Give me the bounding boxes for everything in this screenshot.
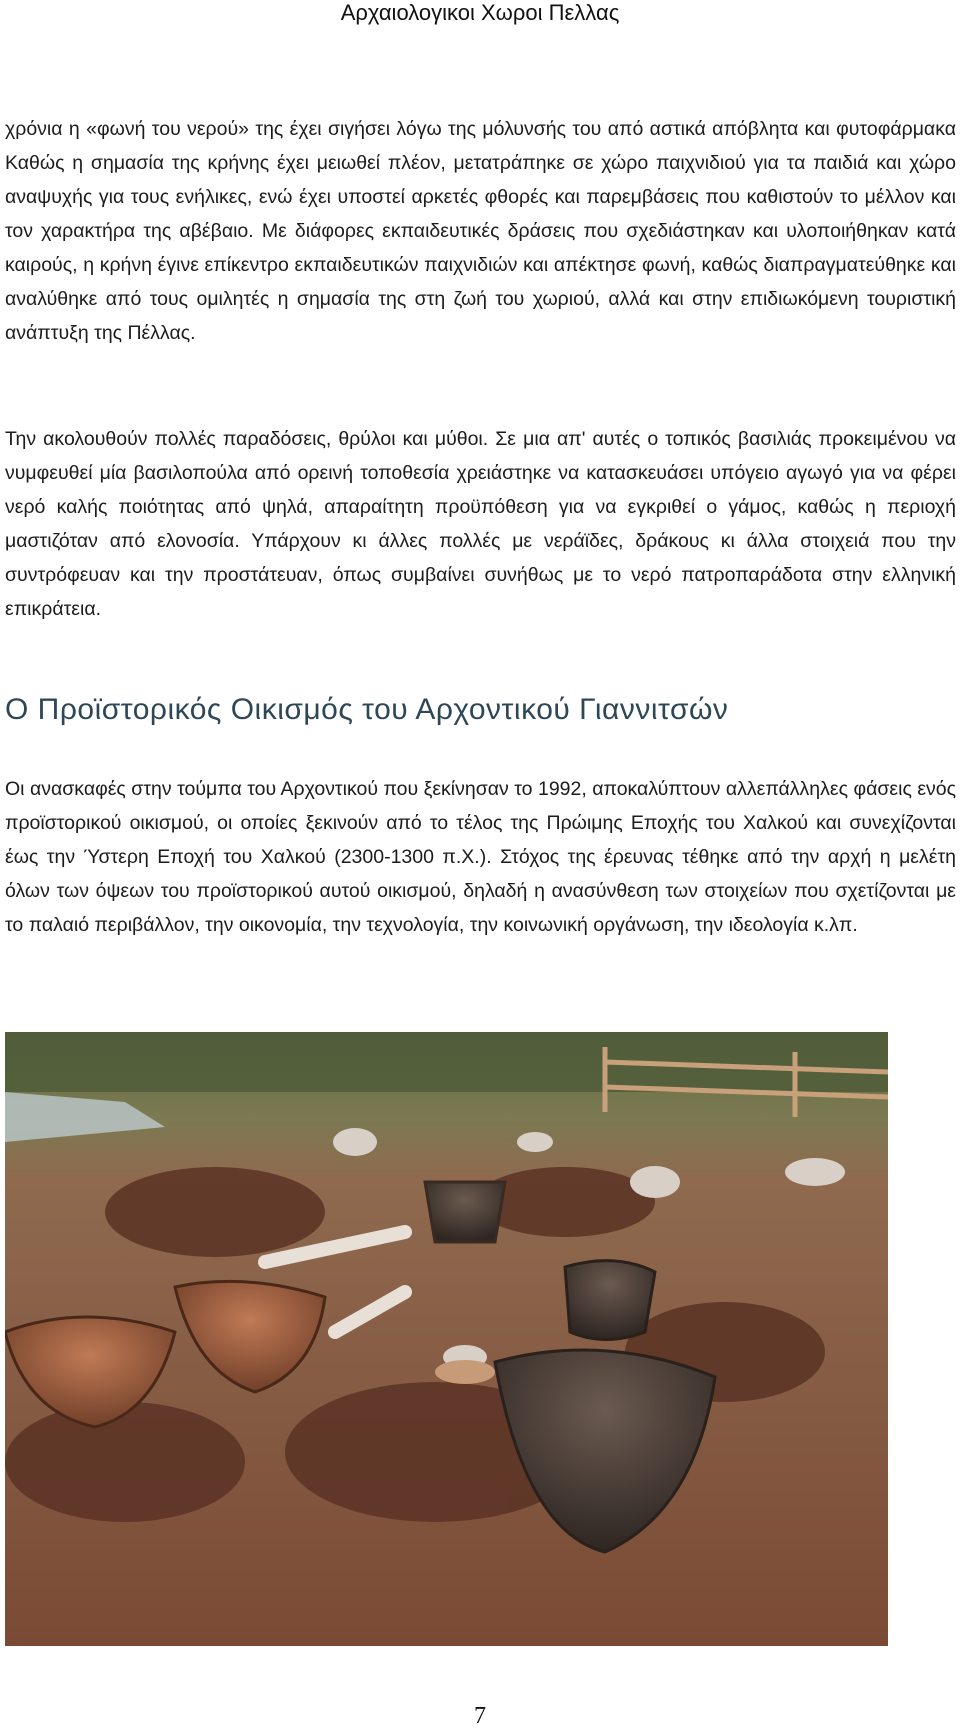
page-number: 7 — [474, 1703, 486, 1729]
section-heading: Ο Προϊστορικός Οικισμός του Αρχοντικού Γιαννιτσών — [5, 693, 729, 726]
body-paragraph: Οι ανασκαφές στην τούμπα του Αρχοντικού που ξεκίνησαν το 1992, αποκαλύπτουν αλλεπάλληλες φάσεις ενός προϊστορικού οικισμού, οι οποίες ξεκινούν από το τέλος της Πρώιμης Εποχής του Χαλκού και συνεχίζονται έως την Ύστερη Εποχή του Χαλκού (2300-1300 π.Χ.). Στόχος της έρευνας τέθηκε από την αρχή η μελέτη όλων των όψεων του προϊστορικού αυτού οικισμού, δηλαδή η ανασύνθεση των στοιχείων που σχετίζονται με το παλαιό περιβάλλον, την οικονομία, την τεχνολογία, την κοινωνική οργάνωση, την ιδεολογία κ.λπ. — [5, 778, 956, 936]
body-paragraph: χρόνια η «φωνή του νερού» της έχει σιγήσει λόγω της μόλυνσής του από αστικά απόβλητα και φυτοφάρμακα Καθώς η σημασία της κρήνης έχει μειωθεί πλέον, μετατράπηκε σε χώρο παιχνιδιού για τα παιδιά και χώρο αναψυχής για τους ενήλικες, ενώ έχει υποστεί αρκετές φθορές και παρεμβάσεις που καθιστούν το μέλλον και τον χαρακτήρα της αβέβαιο. Με διάφορες εκπαιδευτικές δράσεις που σχεδιάστηκαν και υλοποιήθηκαν κατά καιρούς, η κρήνη έγινε επίκεντρο εκπαιδευτικών παιχνιδιών και απέκτησε φωνή, καθώς διαπραγματεύθηκε και αναλύθηκε από τους ομιλητές η σημασία της στη ζωή του χωριού, αλλά και στην επιδιωκόμενη τουριστική ανάπτυξη της Πέλλας. — [5, 118, 956, 344]
body-paragraph: Την ακολουθούν πολλές παραδόσεις, θρύλοι και μύθοι. Σε μια απ' αυτές ο τοπικός βασιλιάς προκειμένου να νυμφευθεί μία βασιλοπούλα από ορεινή τοποθεσία χρειάστηκε να κατασκευάσει υπόγειο αγωγό για να φέρει νερό καλής ποιότητας από ψηλά, απαραίτητη προϋπόθεση για να εγκριθεί ο γάμος, καθώς η περιοχή μαστιζόταν από ελονοσία. Υπάρχουν κι άλλες πολλές με νεράϊδες, δράκους κι άλλα στοιχειά που την συντρόφευαν και την προστάτευαν, όπως συμβαίνει συνήθως με το νερό πατροπαράδοτα στην ελληνική επικράτεια. — [5, 428, 956, 620]
excavation-photo-icon — [5, 1032, 888, 1646]
photo-vegetation — [5, 1032, 888, 1092]
running-header: Αρχαιολογικοι Χωροι Πελλας — [340, 0, 620, 25]
